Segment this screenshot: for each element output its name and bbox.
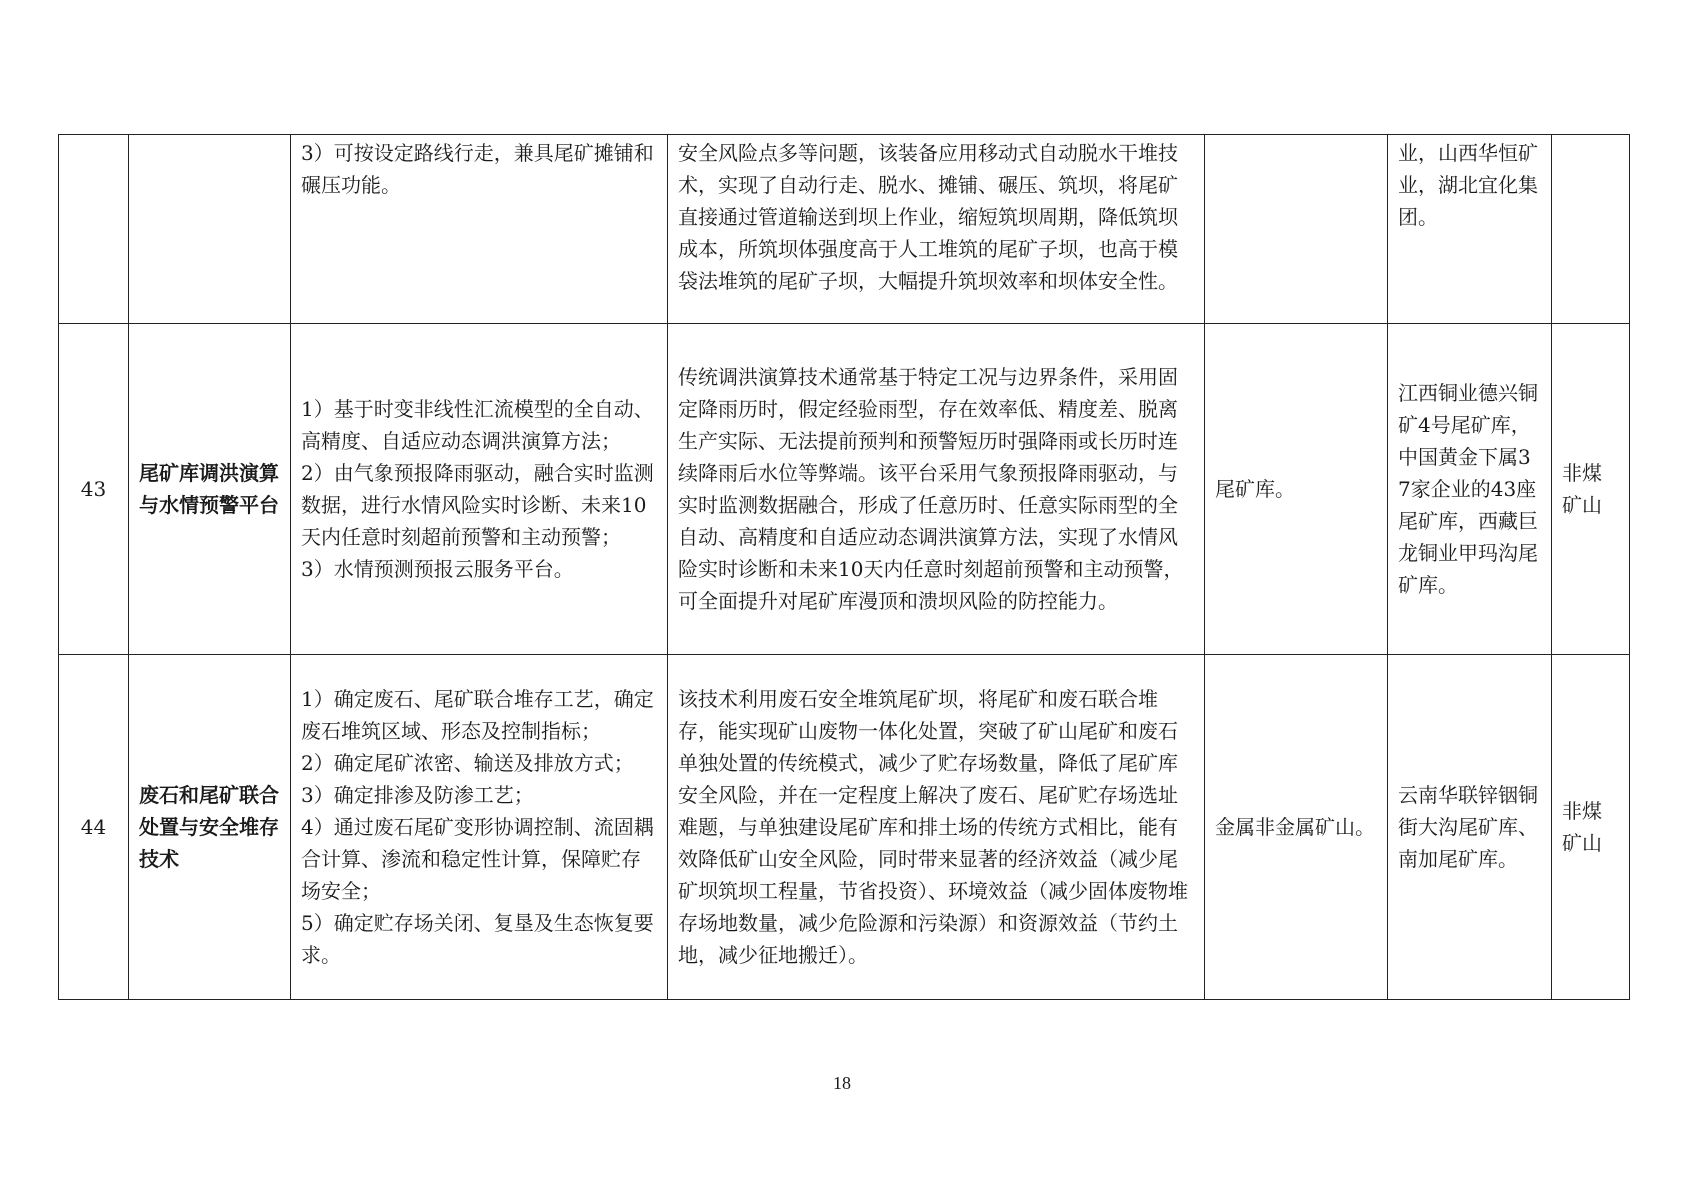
technology-content-line: 1）确定废石、尾矿联合堆存工艺，确定废石堆筑区域、形态及控制指标； (301, 687, 654, 743)
category: 非煤矿山 (1552, 655, 1630, 1000)
row-number: 43 (59, 324, 129, 655)
application-cases: 江西铜业德兴铜矿4号尾矿库，中国黄金下属37家企业的43座尾矿库，西藏巨龙铜业甲玛沟尾矿库。 (1388, 324, 1552, 655)
technology-description: 该技术利用废石安全堆筑尾矿坝，将尾矿和废石联合堆存，能实现矿山废物一体化处置，突破了矿山尾矿和废石单独处置的传统模式，减少了贮存场数量，降低了尾矿库安全风险，并在一定程度上解决了废石、尾矿贮存场选址难题，与单独建设尾矿库和排土场的传统方式相比，能有效降低矿山安全风险，同时带来显著的经济效益（减少尾矿坝筑坝工程量，节省投资）、环境效益（减少固体废物堆存场地数量，减少危险源和污染源）和资源效益（节约土地，减少征地搬迁）。 (668, 655, 1205, 1000)
page-number: 18 (833, 1073, 851, 1093)
technology-content-line: 2）由气象预报降雨驱动，融合实时监测数据，进行水情风险实时诊断、未来10天内任意时刻超前预警和主动预警； (301, 461, 654, 549)
technology-content (291, 135, 668, 324)
technology-content (291, 655, 668, 1000)
technology-content-line: 3）水情预测预报云服务平台。 (301, 557, 574, 581)
table-row (59, 135, 1630, 324)
technology-content-line: 1）基于时变非线性汇流模型的全自动、高精度、自适应动态调洪演算方法； (301, 397, 654, 453)
technology-name: 废石和尾矿联合处置与安全堆存技术 (129, 655, 291, 1000)
technology-content-line: 2）确定尾矿浓密、输送及排放方式； (301, 751, 634, 775)
application-scope (1205, 135, 1388, 324)
application-cases: 云南华联锌铟铜街大沟尾矿库、南加尾矿库。 (1388, 655, 1552, 1000)
technology-content-line: 3）可按设定路线行走，兼具尾矿摊铺和碾压功能。 (301, 141, 654, 197)
table-row (59, 324, 1630, 655)
application-cases: 业，山西华恒矿业，湖北宜化集团。 (1388, 135, 1552, 324)
row-number: 44 (59, 655, 129, 1000)
row-number (59, 135, 129, 324)
table-row (59, 655, 1630, 1000)
category: 非煤矿山 (1552, 324, 1630, 655)
technology-name (129, 135, 291, 324)
technology-content (291, 324, 668, 655)
technology-table (58, 134, 1630, 1000)
technology-content-line: 4）通过废石尾矿变形协调控制、流固耦合计算、渗流和稳定性计算，保障贮存场安全； (301, 815, 654, 903)
technology-description: 传统调洪演算技术通常基于特定工况与边界条件，采用固定降雨历时，假定经验雨型，存在效率低、精度差、脱离生产实际、无法提前预判和预警短历时强降雨或长历时连续降雨后水位等弊端。该平台采用气象预报降雨驱动，与实时监测数据融合，形成了任意历时、任意实际雨型的全自动、高精度和自适应动态调洪演算方法，实现了水情风险实时诊断和未来10天内任意时刻超前预警和主动预警，可全面提升对尾矿库漫顶和溃坝风险的防控能力。 (668, 324, 1205, 655)
application-scope: 金属非金属矿山。 (1205, 655, 1388, 1000)
technology-content-line: 5）确定贮存场关闭、复垦及生态恢复要求。 (301, 911, 654, 967)
application-scope: 尾矿库。 (1205, 324, 1388, 655)
technology-description: 安全风险点多等问题，该装备应用移动式自动脱水干堆技术，实现了自动行走、脱水、摊铺、碾压、筑坝，将尾矿直接通过管道输送到坝上作业，缩短筑坝周期，降低筑坝成本，所筑坝体强度高于人工堆筑的尾矿子坝，也高于模袋法堆筑的尾矿子坝，大幅提升筑坝效率和坝体安全性。 (668, 135, 1205, 324)
category (1552, 135, 1630, 324)
technology-content-line: 3）确定排渗及防渗工艺； (301, 783, 534, 807)
technology-name: 尾矿库调洪演算与水情预警平台 (129, 324, 291, 655)
